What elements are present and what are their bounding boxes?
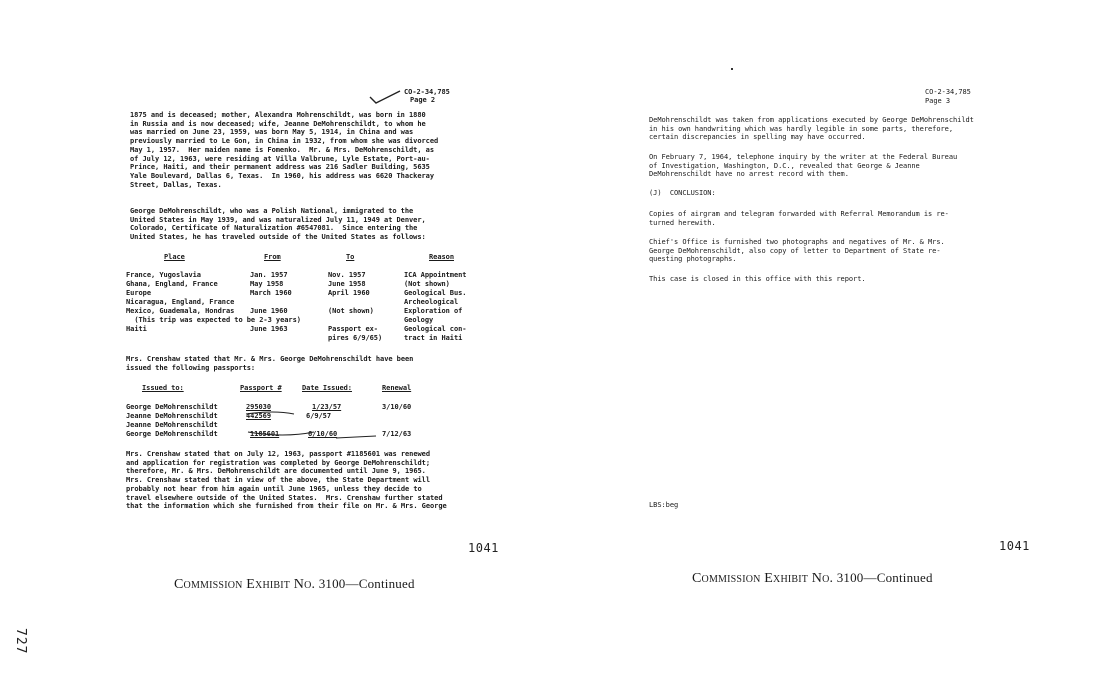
handwritten-bracket-mark: [244, 392, 384, 442]
text-line: of July 12, 1963, were residing at Villa Valbrune, Lyle Estate, Port-au-: [130, 154, 430, 163]
table-cell: Archeological: [404, 298, 459, 306]
table-cell: Passport ex-: [328, 325, 378, 333]
table-cell: Mexico, Guademala, Hondras: [126, 307, 235, 315]
table-cell: (This trip was expected to be 2-3 years): [126, 316, 301, 324]
text-line: Colorado, Certificate of Naturalization #6547081. Since entering the: [130, 224, 418, 233]
table-cell: 442569: [246, 412, 271, 420]
paragraph-applications: [649, 116, 974, 142]
text-line: in Russia and is now deceased; wife, Jeanne DeMohrenschildt, to whom he: [130, 119, 426, 128]
page-label: Page 2: [410, 96, 435, 104]
text-line: previously married to Le Gon, in China in 1932, from whom she was divorced: [130, 137, 439, 146]
text-line: issued the following passports:: [126, 363, 256, 372]
paragraph-naturalization: [130, 207, 426, 242]
table-cell: 3/10/60: [382, 403, 412, 411]
table-cell: 6/9/57: [306, 412, 331, 420]
table-cell: Haiti: [126, 325, 147, 333]
text-line: May 1, 1957. Her maiden name is Fomenko. Mr. & Mrs. DeMohrenschildt, as: [130, 145, 434, 154]
table-cell: 7/12/63: [382, 430, 412, 438]
caption-number: 3100—Continued: [833, 570, 933, 585]
table-cell: George DeMohrenschildt: [126, 403, 218, 411]
handwritten-check-mark: [368, 88, 402, 106]
text-line: that the information which she furnished from their file on Mr. & Mrs. George: [126, 502, 447, 511]
text-line: Yale Boulevard, Dallas 6, Texas. In 1960, his address was 6620 Thackeray: [130, 171, 434, 180]
text-line: DeMohrenschildt have no arrest record with them.: [649, 170, 849, 179]
column-header: Passport #: [240, 384, 282, 392]
table-cell: Geological con-: [404, 325, 467, 333]
speck-mark: [731, 68, 733, 70]
table-cell: (Not shown): [404, 280, 450, 288]
text-line: On February 7, 1964, telephone inquiry by the writer at the Federal Bureau: [649, 153, 958, 161]
column-header: Place: [164, 253, 185, 261]
text-line: George DeMohrenschildt, who was a Polish National, immigrated to the: [130, 207, 414, 215]
text-line: of Investigation, Washington, D.C., revealed that George & Jeanne: [649, 161, 920, 170]
table-cell: June 1960: [250, 307, 288, 315]
paragraph-passports-intro: [126, 355, 413, 372]
text-line: George DeMohrenschildt, also copy of letter to Department of State re-: [649, 246, 941, 255]
table-cell: Ghana, England, France: [126, 280, 218, 288]
text-line: DeMohrenschildt was taken from applications executed by George DeMohrenschildt: [649, 116, 974, 124]
text-line: United States, he has traveled outside of the United States as follows:: [130, 233, 426, 242]
table-cell: tract in Haiti: [404, 334, 463, 342]
table-cell: ICA Appointment: [404, 271, 467, 279]
text-line: certain discrepancies in spelling may have occurred.: [649, 133, 866, 142]
table-cell: 1185601: [250, 430, 280, 438]
text-line: in his own handwriting which was hardly legible in some parts, therefore,: [649, 124, 953, 133]
paragraph-family-details: [130, 111, 438, 189]
file-number: CO-2-34,785: [404, 88, 450, 96]
table-cell: April 1960: [328, 289, 370, 297]
table-cell: 1/23/57: [312, 403, 342, 411]
text-line: Chief's Office is furnished two photographs and negatives of Mr. & Mrs.: [649, 238, 945, 246]
right-document-page: [547, 0, 1094, 691]
text-line: Prince, Haiti, and their permanent address was 216 Sadler Building, 5635: [130, 163, 430, 172]
table-cell: March 1960: [250, 289, 292, 297]
text-line: Mrs. Crenshaw stated that Mr. & Mrs. George DeMohrenschildt have been: [126, 355, 414, 363]
text-line: Street, Dallas, Texas.: [130, 180, 222, 189]
text-line: therefore, Mr. & Mrs. DeMohrenschildt are documented until June 9, 1965.: [126, 467, 426, 476]
text-line: United States in May 1939, and was naturalized July 11, 1949 at Denver,: [130, 215, 426, 224]
travel-table: [126, 253, 486, 348]
table-cell: Jan. 1957: [250, 271, 288, 279]
table-cell: Geological Bus.: [404, 289, 467, 297]
table-cell: Jeanne DeMohrenschildt: [126, 412, 218, 420]
page-number: 1041: [999, 539, 1030, 553]
column-header: Date Issued:: [302, 384, 352, 392]
text-line: turned herewith.: [649, 218, 716, 227]
text-line: was married on June 23, 1959, was born May 5, 1914, in China and was: [130, 128, 414, 137]
table-cell: Exploration of: [404, 307, 463, 315]
text-line: questing photographs.: [649, 255, 737, 264]
paragraph-photographs: [649, 238, 945, 264]
volume-number: 727: [13, 628, 28, 655]
table-cell: 6/10/60: [308, 430, 338, 438]
table-cell: pires 6/9/65): [328, 334, 383, 342]
text-line: travel elsewhere outside of the United States. Mrs. Crenshaw further stated: [126, 493, 443, 502]
table-cell: Nicaragua, England, France: [126, 298, 235, 306]
table-cell: June 1958: [328, 280, 366, 288]
table-cell: Jeanne DeMohrenschildt: [126, 421, 218, 429]
table-cell: Geology: [404, 316, 434, 324]
table-cell: June 1963: [250, 325, 288, 333]
caption-label: Commission Exhibit No.: [692, 571, 834, 586]
column-header: To: [346, 253, 355, 261]
exhibit-caption: [692, 570, 933, 587]
paragraph-case-closed: This case is closed in this office with this report.: [649, 275, 866, 283]
page-number: 1041: [468, 541, 499, 555]
caption-number: 3100—Continued: [315, 576, 415, 591]
text-line: Mrs. Crenshaw stated that in view of the above, the State Department will: [126, 476, 430, 485]
paragraph-copies: [649, 210, 949, 227]
text-line: Mrs. Crenshaw stated that on July 12, 1963, passport #1185601 was renewed: [126, 450, 430, 458]
table-cell: France, Yugoslavia: [126, 271, 201, 279]
file-number: CO-2-34,785: [925, 88, 971, 96]
paragraph-renewal: [126, 450, 447, 511]
table-cell: May 1958: [250, 280, 284, 288]
column-header: From: [264, 253, 281, 261]
table-cell: 295030: [246, 403, 271, 411]
table-cell: (Not shown): [328, 307, 374, 315]
conclusion-heading: (J) CONCLUSION:: [649, 189, 716, 197]
table-cell: Europe: [126, 289, 151, 297]
table-cell: George DeMohrenschildt: [126, 430, 218, 438]
column-header: Reason: [429, 253, 454, 261]
page-label: Page 3: [925, 97, 950, 105]
caption-label: Commission Exhibit No.: [174, 577, 316, 592]
text-line: and application for registration was completed by George DeMohrenschildt;: [126, 458, 430, 467]
table-cell: Nov. 1957: [328, 271, 366, 279]
column-header: Renewal: [382, 384, 412, 392]
exhibit-caption: [174, 576, 415, 593]
paragraph-fbi-inquiry: [649, 153, 957, 179]
column-header: Issued to:: [142, 384, 184, 392]
text-line: Copies of airgram and telegram forwarded with Referral Memorandum is re-: [649, 210, 949, 218]
text-line: probably not hear from him again until June 1965, unless they decide to: [126, 484, 422, 493]
passport-table: [126, 384, 446, 444]
text-line: 1875 and is deceased; mother, Alexandra Mohrenschildt, was born in 1880: [130, 111, 426, 119]
typist-initials: LBS:beg: [649, 501, 679, 509]
